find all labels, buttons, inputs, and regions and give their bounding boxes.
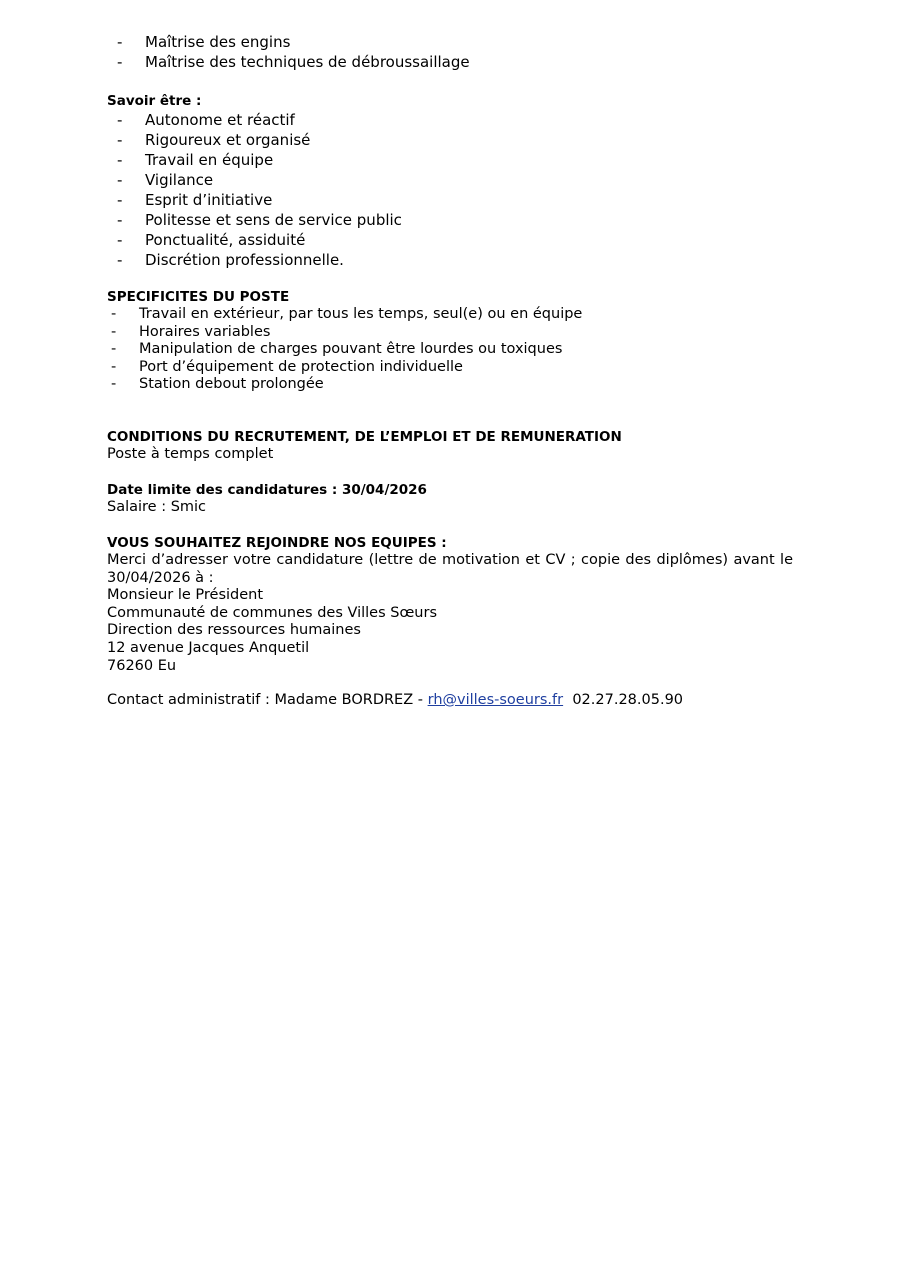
- section-heading: SPECIFICITES DU POSTE: [107, 289, 290, 305]
- application-paragraph: Merci d’adresser votre candidature (lettre de motivation et CV ; copie des diplômes) avant le 30/04/2026 à :: [107, 552, 793, 586]
- list-item: - Maîtrise des engins: [117, 33, 291, 51]
- section-heading: VOUS SOUHAITEZ REJOINDRE NOS EQUIPES :: [107, 535, 447, 551]
- dash-bullet: -: [111, 341, 117, 358]
- specificites-section: [107, 288, 793, 394]
- dash-bullet: -: [117, 53, 123, 71]
- savoir-etre-list: [107, 110, 793, 270]
- contact-phone: 02.27.28.05.90: [572, 692, 684, 708]
- dash-bullet: -: [111, 358, 117, 375]
- list-item: - Esprit d’initiative: [117, 191, 273, 209]
- conditions-section: [107, 428, 793, 464]
- contact-section: [107, 692, 793, 710]
- dash-bullet: -: [111, 376, 117, 393]
- list-item: - Maîtrise des techniques de débroussaillage: [117, 53, 470, 71]
- list-item: - Station debout prolongée: [111, 376, 324, 393]
- skills-list: [107, 32, 793, 72]
- address-line: 76260 Eu: [107, 657, 177, 674]
- list-item: - Discrétion professionnelle.: [117, 251, 344, 269]
- dash-bullet: -: [117, 251, 123, 269]
- date-limite-section: [107, 481, 793, 517]
- list-item: - Ponctualité, assiduité: [117, 231, 306, 249]
- contact-line: [107, 692, 793, 710]
- list-item: - Port d’équipement de protection individuelle: [111, 358, 463, 375]
- section-heading: Savoir être :: [107, 93, 202, 109]
- dash-bullet: -: [117, 131, 123, 149]
- list-item: - Travail en extérieur, par tous les temps, seul(e) ou en équipe: [111, 306, 583, 322]
- list-item: - Horaires variables: [111, 323, 271, 340]
- savoir-etre-section: [107, 92, 793, 270]
- address-line: Communauté de communes des Villes Sœurs: [107, 604, 438, 621]
- list-item: - Travail en équipe: [117, 151, 274, 169]
- list-item: - Rigoureux et organisé: [117, 131, 311, 149]
- list-item: - Politesse et sens de service public: [117, 211, 402, 229]
- dash-bullet: -: [117, 111, 123, 129]
- contact-prefix: Contact administratif : Madame BORDREZ -: [107, 692, 428, 708]
- skills-section: [107, 32, 793, 72]
- address-line: 12 avenue Jacques Anquetil: [107, 639, 310, 656]
- dash-bullet: -: [117, 191, 123, 209]
- dash-bullet: -: [111, 306, 117, 322]
- address-line: Direction des ressources humaines: [107, 622, 361, 639]
- rejoindre-section: [107, 534, 793, 675]
- email-link[interactable]: rh@villes-soeurs.fr: [427, 692, 564, 708]
- address-line: Monsieur le Président: [107, 587, 264, 604]
- dash-bullet: -: [117, 171, 123, 189]
- section-heading: CONDITIONS DU RECRUTEMENT, DE L’EMPLOI ET DE REMUNERATION: [107, 429, 622, 445]
- salary-text: Salaire : Smic: [107, 499, 207, 515]
- deadline-heading: Date limite des candidatures : 30/04/2026: [107, 482, 427, 498]
- dash-bullet: -: [117, 33, 123, 51]
- dash-bullet: -: [117, 231, 123, 249]
- dash-bullet: -: [117, 211, 123, 229]
- dash-bullet: -: [117, 151, 123, 169]
- specificites-list: [107, 306, 793, 394]
- list-item: - Autonome et réactif: [117, 111, 295, 129]
- conditions-text: Poste à temps complet: [107, 446, 274, 462]
- dash-bullet: -: [111, 323, 117, 340]
- list-item: - Manipulation de charges pouvant être lourdes ou toxiques: [111, 341, 563, 358]
- list-item: - Vigilance: [117, 171, 214, 189]
